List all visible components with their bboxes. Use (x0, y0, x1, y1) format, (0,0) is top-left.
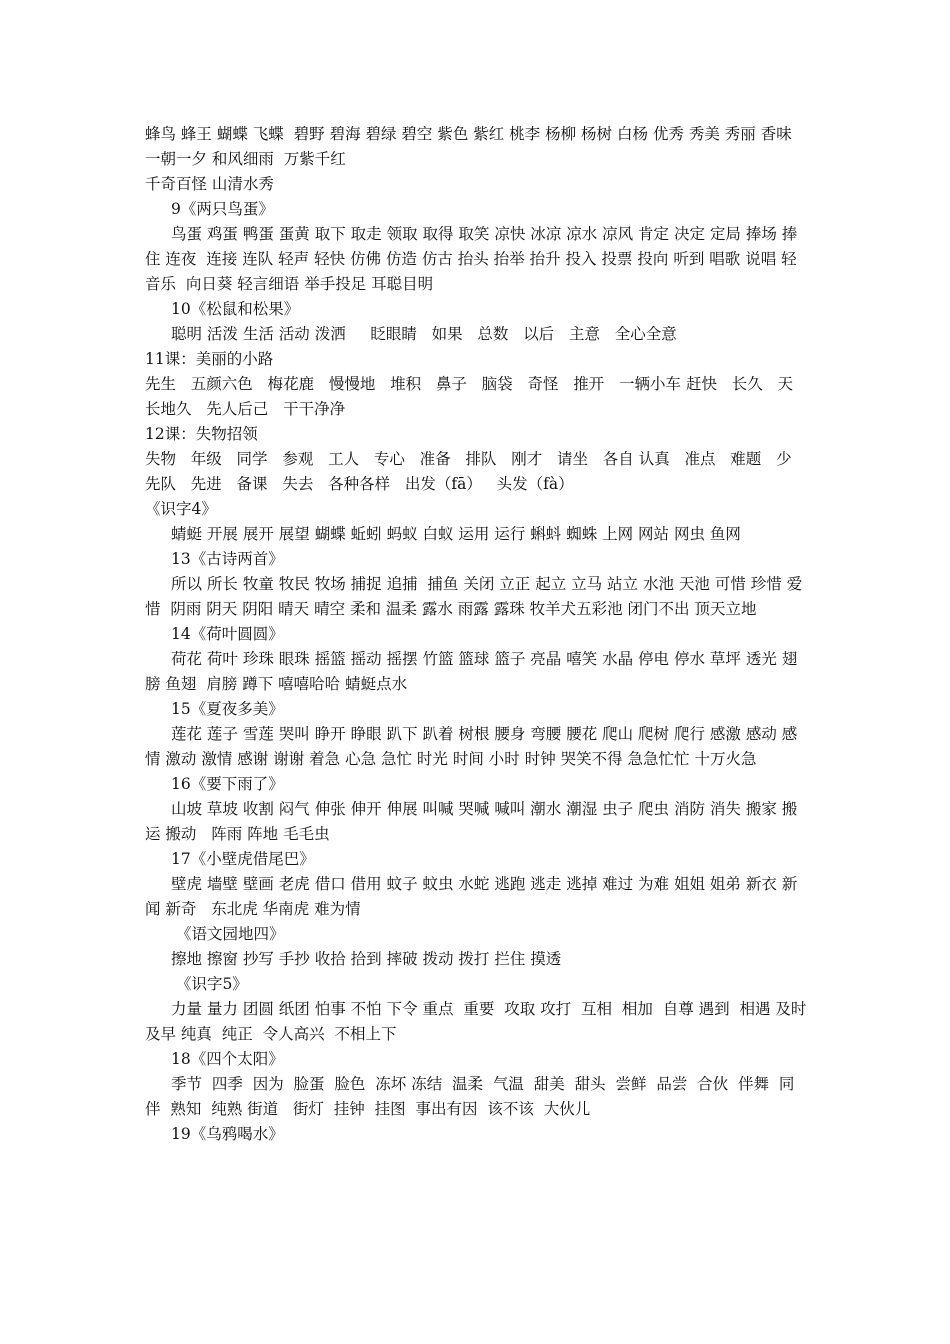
lesson-heading: 12课：失物招领 (145, 425, 258, 443)
lesson-heading: 《识字5》 (171, 975, 248, 993)
word-list: 山坡 草坡 收割 闷气 伸张 伸开 伸展 叫喊 哭喊 喊叫 潮水 潮湿 虫子 爬虫 消防 消失 搬家 搬运 搬动 阵雨 阵地 毛毛虫 (145, 800, 798, 843)
word-list: 季节 四季 因为 脸蛋 脸色 冻坏 冻结 温柔 气温 甜美 甜头 尝鲜 品尝 合伙 伴舞 同伴 熟知 纯熟 街道 街灯 挂钟 挂图 事出有因 该不该 大伙儿 (145, 1075, 795, 1118)
lesson-heading: 17《小壁虎借尾巴》 (171, 850, 315, 868)
word-list: 蜻蜓 开展 展开 展望 蝴蝶 蚯蚓 蚂蚁 白蚁 运用 运行 蝌蚪 蜘蛛 上网 网站 网虫 鱼网 (171, 525, 741, 543)
word-list: 失物 年级 同学 参观 工人 专心 准备 排队 刚才 请坐 各自 认真 准点 难题 少先队 先进 备课 失去 各种各样 出发（fā） 头发（fà） (145, 450, 792, 493)
word-list: 聪明 活泼 生活 活动 泼洒 眨眼睛 如果 总数 以后 主意 全心全意 (171, 325, 677, 343)
document-page (145, 122, 812, 1147)
word-list: 鸟蛋 鸡蛋 鸭蛋 蛋黄 取下 取走 领取 取得 取笑 凉快 冰凉 凉水 凉风 肯定 决定 定局 捧场 捧住 连夜 连接 连队 轻声 轻快 仿佛 仿造 仿古 抬头 抬举 抬升 投入 投票 投向 听到 唱歌 说唱 轻音乐 向日葵 轻言细语 举手投足 耳聪目明 (145, 225, 798, 293)
word-list: 莲花 莲子 雪莲 哭叫 睁开 睁眼 趴下 趴着 树根 腰身 弯腰 腰花 爬山 爬树 爬行 感激 感动 感情 激动 激情 感谢 谢谢 着急 心急 急忙 时光 时间 小时 时钟 哭笑不得 急急忙忙 十万火急 (145, 725, 798, 768)
lesson-heading: 11课：美丽的小路 (145, 350, 274, 368)
lesson-heading: 《语文园地四》 (171, 925, 285, 943)
lesson-heading: 15《夏夜多美》 (171, 700, 284, 718)
lesson-heading: 18《四个太阳》 (171, 1050, 284, 1068)
word-list: 擦地 擦窗 抄写 手抄 收拾 拾到 摔破 拨动 拨打 拦住 摸透 (171, 950, 562, 968)
lesson-heading: 10《松鼠和松果》 (171, 300, 300, 318)
word-list: 荷花 荷叶 珍珠 眼珠 摇篮 摇动 摇摆 竹篮 篮球 篮子 亮晶 嘻笑 水晶 停电 停水 草坪 透光 翅膀 鱼翅 肩膀 蹲下 嘻嘻哈哈 蜻蜓点水 (145, 650, 798, 693)
lesson-heading: 19《乌鸦喝水》 (171, 1125, 284, 1143)
lesson-heading: 9《两只鸟蛋》 (171, 200, 274, 218)
word-list: 壁虎 墙壁 壁画 老虎 借口 借用 蚊子 蚊虫 水蛇 逃跑 逃走 逃掉 难过 为难 姐姐 姐弟 新衣 新闻 新奇 东北虎 华南虎 难为情 (145, 875, 798, 918)
word-list: 先生 五颜六色 梅花鹿 慢慢地 堆积 鼻子 脑袋 奇怪 推开 一辆小车 赶快 长久 天长地久 先人后己 干干净净 (145, 375, 794, 418)
word-list: 所以 所长 牧童 牧民 牧场 捕捉 追捕 捕鱼 关闭 立正 起立 立马 站立 水池 天池 可惜 珍惜 爱惜 阴雨 阴天 阴阳 晴天 晴空 柔和 温柔 露水 雨露 露珠 牧羊犬五彩池 闭门不出 顶天立地 (145, 575, 803, 618)
lesson-heading: 16《要下雨了》 (171, 775, 284, 793)
lesson-heading: 《识字4》 (145, 500, 217, 518)
word-list: 蜂鸟 蜂王 蝴蝶 飞蝶 碧野 碧海 碧绿 碧空 紫色 紫红 桃李 杨柳 杨树 白杨 优秀 秀美 秀丽 香味 一朝一夕 和风细雨 万紫千红 (145, 125, 797, 168)
lesson-heading: 13《古诗两首》 (171, 550, 284, 568)
lesson-heading: 14《荷叶圆圆》 (171, 625, 284, 643)
word-list: 力量 量力 团圆 纸团 怕事 不怕 下令 重点 重要 攻取 攻打 互相 相加 自尊 遇到 相遇 及时 及早 纯真 纯正 令人高兴 不相上下 (145, 1000, 812, 1043)
word-list: 千奇百怪 山清水秀 (145, 175, 274, 193)
